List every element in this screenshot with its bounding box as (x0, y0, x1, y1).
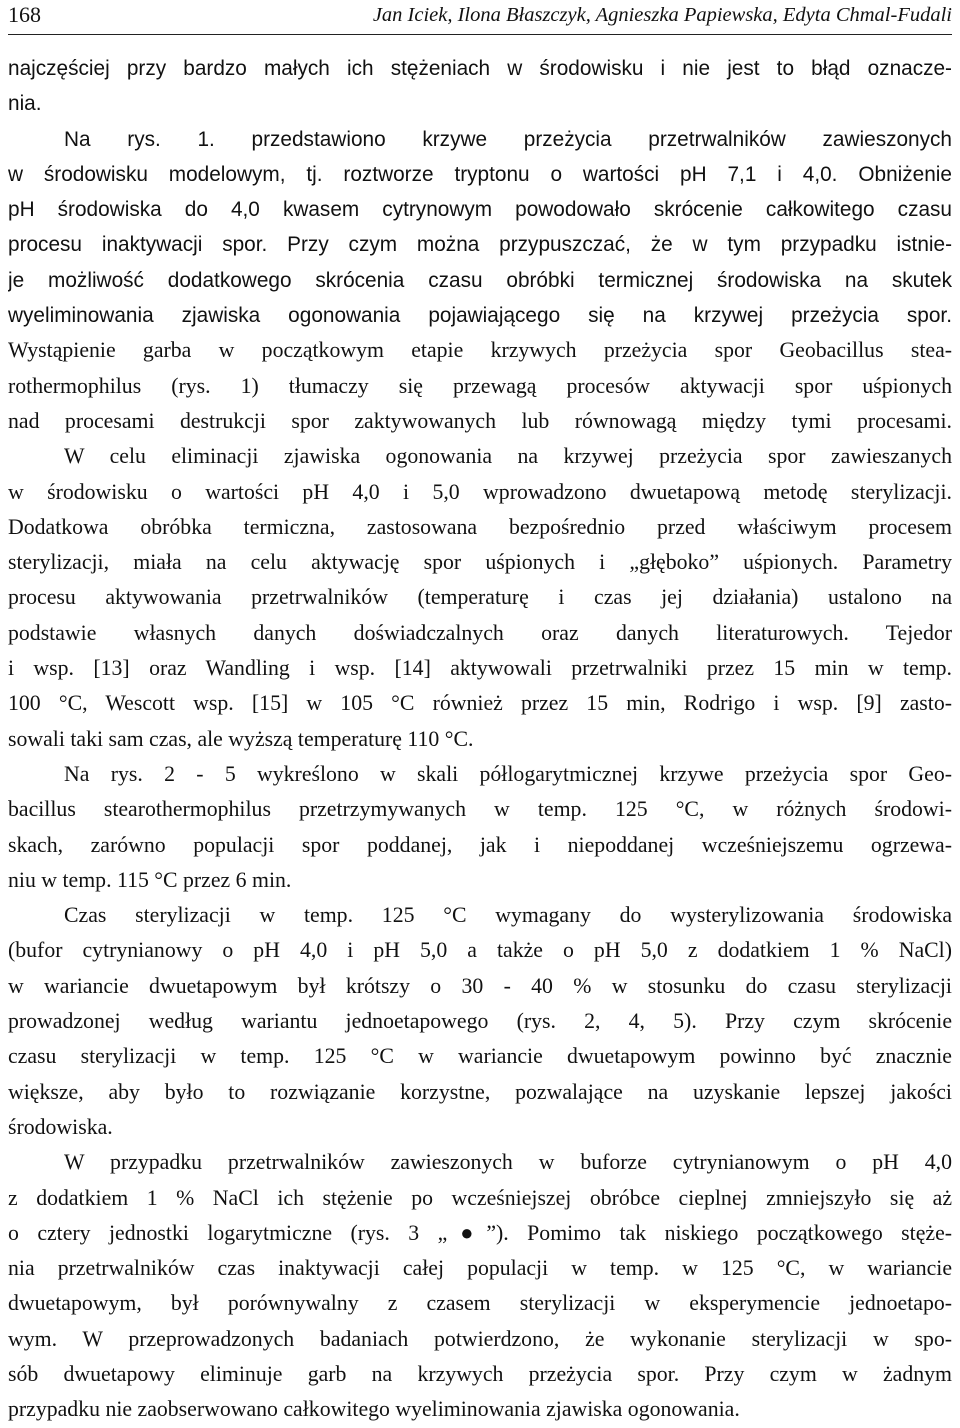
text-line (8, 545, 952, 580)
text-line-content: w wariancie dwuetapowym był krótszy o 30 - 40 % w stosunku do czasu sterylizacji (8, 973, 952, 998)
text-line (8, 227, 952, 262)
text-line-content: nia. (8, 92, 42, 116)
text-line-content: dwuetapowym, był porównywalny z czasem sterylizacji w eksperymencie jednoetapo- (8, 1291, 952, 1316)
text-line (8, 1039, 952, 1074)
text-line (8, 1357, 952, 1392)
page-header (8, 0, 952, 35)
text-line-content: 100 °C, Wescott wsp. [15] w 105 °C również przez 15 min, Rodrigo i wsp. [9] zasto- (8, 691, 952, 716)
text-line (8, 1181, 952, 1216)
text-line-content: sób dwuetapowy eliminuje garb na krzywych przeżycia spor. Przy czym w żadnym (8, 1361, 952, 1386)
text-line-content: Dodatkowa obróbka termiczna, zastosowana bezpośrednio przed właściwym procesem (8, 514, 952, 539)
text-line (8, 86, 952, 121)
text-line-content: Na rys. 1. przedstawiono krzywe przeżycia przetrwalników zawieszonych (64, 127, 952, 151)
text-line-content: niu w temp. 115 °C przez 6 min. (8, 867, 292, 892)
text-line-tail: Obniżenie (858, 162, 952, 186)
text-line (8, 1286, 952, 1321)
text-line-content: pH środowiska do 4,0 kwasem cytrynowym powodowało skrócenie całkowitego czasu (8, 198, 952, 222)
body-text (8, 51, 952, 1428)
text-line (8, 1322, 952, 1357)
text-line-content: prowadzonej według wariantu jednoetapowego (rys. 2, 4, 5). Przy czym skrócenie (8, 1009, 952, 1034)
text-line (8, 722, 952, 757)
text-line-content: skach, zarówno populacji spor poddanej, jak i niepoddanej wcześniejszemu ogrzewa- (8, 832, 952, 857)
text-line (8, 792, 952, 827)
text-line-content: W celu eliminacji zjawiska ogonowania na krzywej przeżycia spor zawieszanych (64, 444, 952, 469)
text-line-content: czasu sterylizacji w temp. 125 °C w wariancie dwuetapowym powinno być znacznie (8, 1044, 952, 1069)
text-line (8, 1251, 952, 1286)
text-line-content: rothermophilus (rys. 1) tłumaczy się przewagą procesów aktywacji spor uśpionych (8, 373, 952, 398)
text-line (8, 404, 952, 439)
text-line (8, 192, 952, 227)
text-line (8, 510, 952, 545)
text-line (8, 828, 952, 863)
text-line-content: Wystąpienie garba w początkowym etapie krzywych przeżycia spor Geobacillus stea- (8, 338, 952, 363)
text-line-content: procesu inaktywacji spor. Przy czym można przypuszczać, że w tym przypadku istnie- (8, 233, 952, 257)
text-line-content: Na rys. 2 - 5 wykreślono w skali półlogarytmicznej krzywe przeżycia spor Geo- (64, 761, 952, 786)
text-line (8, 1075, 952, 1110)
text-line (8, 263, 952, 298)
text-line (8, 651, 952, 686)
text-line-content: większe, aby było to rozwiązanie korzystne, pozwalające na uzyskanie lepszej jakości (8, 1079, 952, 1104)
text-line-content: wyeliminowania zjawiska ogonowania pojawiającego się na krzywej przeżycia spor. (8, 304, 952, 328)
text-line (8, 298, 952, 333)
text-line-content: w środowisku o wartości pH 4,0 i 5,0 wprowadzono dwuetapową metodę sterylizacji. (8, 479, 952, 504)
text-line-content: sowali taki sam czas, ale wyższą temperaturę 110 °C. (8, 726, 474, 751)
text-line-content: sterylizacji, miała na celu aktywację spor uśpionych i „głęboko” uśpionych. Parametry (8, 550, 952, 575)
text-line-content: podstawie własnych danych doświadczalnych oraz danych literaturowych. Tejedor (8, 620, 952, 645)
text-line (8, 51, 952, 86)
text-line-content: bacillus stearothermophilus przetrzymywanych w temp. 125 °C, w różnych środowi- (8, 797, 952, 822)
text-line (8, 1392, 952, 1427)
text-line (8, 616, 952, 651)
running-head-authors: Jan Iciek, Ilona Błaszczyk, Agnieszka Papiewska, Edyta Chmal-Fudali (372, 4, 952, 26)
page-number: 168 (8, 2, 41, 27)
text-line (8, 1110, 952, 1145)
text-line (8, 933, 952, 968)
text-line (8, 333, 952, 368)
text-line (8, 1216, 952, 1251)
text-line (8, 475, 952, 510)
text-line-content: nad procesami destrukcji spor zaktywowanych lub równowagą między tymi procesami. (8, 408, 952, 433)
text-line (8, 757, 952, 792)
text-line-content: przypadku nie zaobserwowano całkowitego wyeliminowania zjawiska ogonowania. (8, 1397, 740, 1422)
text-line-content: środowiska. (8, 1114, 113, 1139)
text-line-content: Czas sterylizacji w temp. 125 °C wymagany do wysterylizowania środowiska (64, 903, 952, 928)
text-line (8, 1004, 952, 1039)
text-line (8, 580, 952, 615)
text-line-content: (bufor cytrynianowy o pH 4,0 i pH 5,0 a także o pH 5,0 z dodatkiem 1 % NaCl) (8, 938, 952, 963)
text-line-content: najczęściej przy bardzo małych ich stężeniach w środowisku i nie jest to błąd oznacze- (8, 57, 952, 80)
text-line-content: procesu aktywowania przetrwalników (temperaturę i czas jej działania) ustalono na (8, 585, 952, 610)
text-line (8, 369, 952, 404)
text-line-content: w środowisku modelowym, tj. roztworze tryptonu o wartości pH 7,1 i 4,0. (8, 162, 838, 186)
text-line-content: je możliwość dodatkowego skrócenia czasu obróbki termicznej środowiska na skutek (8, 268, 952, 292)
text-line-content: nia przetrwalników czas inaktywacji całej populacji w temp. w 125 °C, w wariancie (8, 1256, 952, 1281)
text-line (8, 157, 952, 192)
text-line (8, 1145, 952, 1180)
text-line (8, 439, 952, 474)
text-line-content: W przypadku przetrwalników zawieszonych w buforze cytrynianowym o pH 4,0 (64, 1150, 952, 1175)
text-line-content: wym. W przeprowadzonych badaniach potwierdzono, że wykonanie sterylizacji w spo- (8, 1326, 952, 1351)
text-line-content: o cztery jednostki logarytmiczne (rys. 3 „●”). Pomimo tak niskiego początkowego stęże- (8, 1220, 952, 1245)
text-line (8, 969, 952, 1004)
text-line-content: z dodatkiem 1 % NaCl ich stężenie po wcześniejszej obróbce cieplnej zmniejszyło się aż (8, 1185, 952, 1210)
text-line (8, 686, 952, 721)
text-line (8, 863, 952, 898)
text-line (8, 122, 952, 157)
text-line-content: i wsp. [13] oraz Wandling i wsp. [14] aktywowali przetrwalniki przez 15 min w temp. (8, 656, 952, 681)
text-line (8, 898, 952, 933)
